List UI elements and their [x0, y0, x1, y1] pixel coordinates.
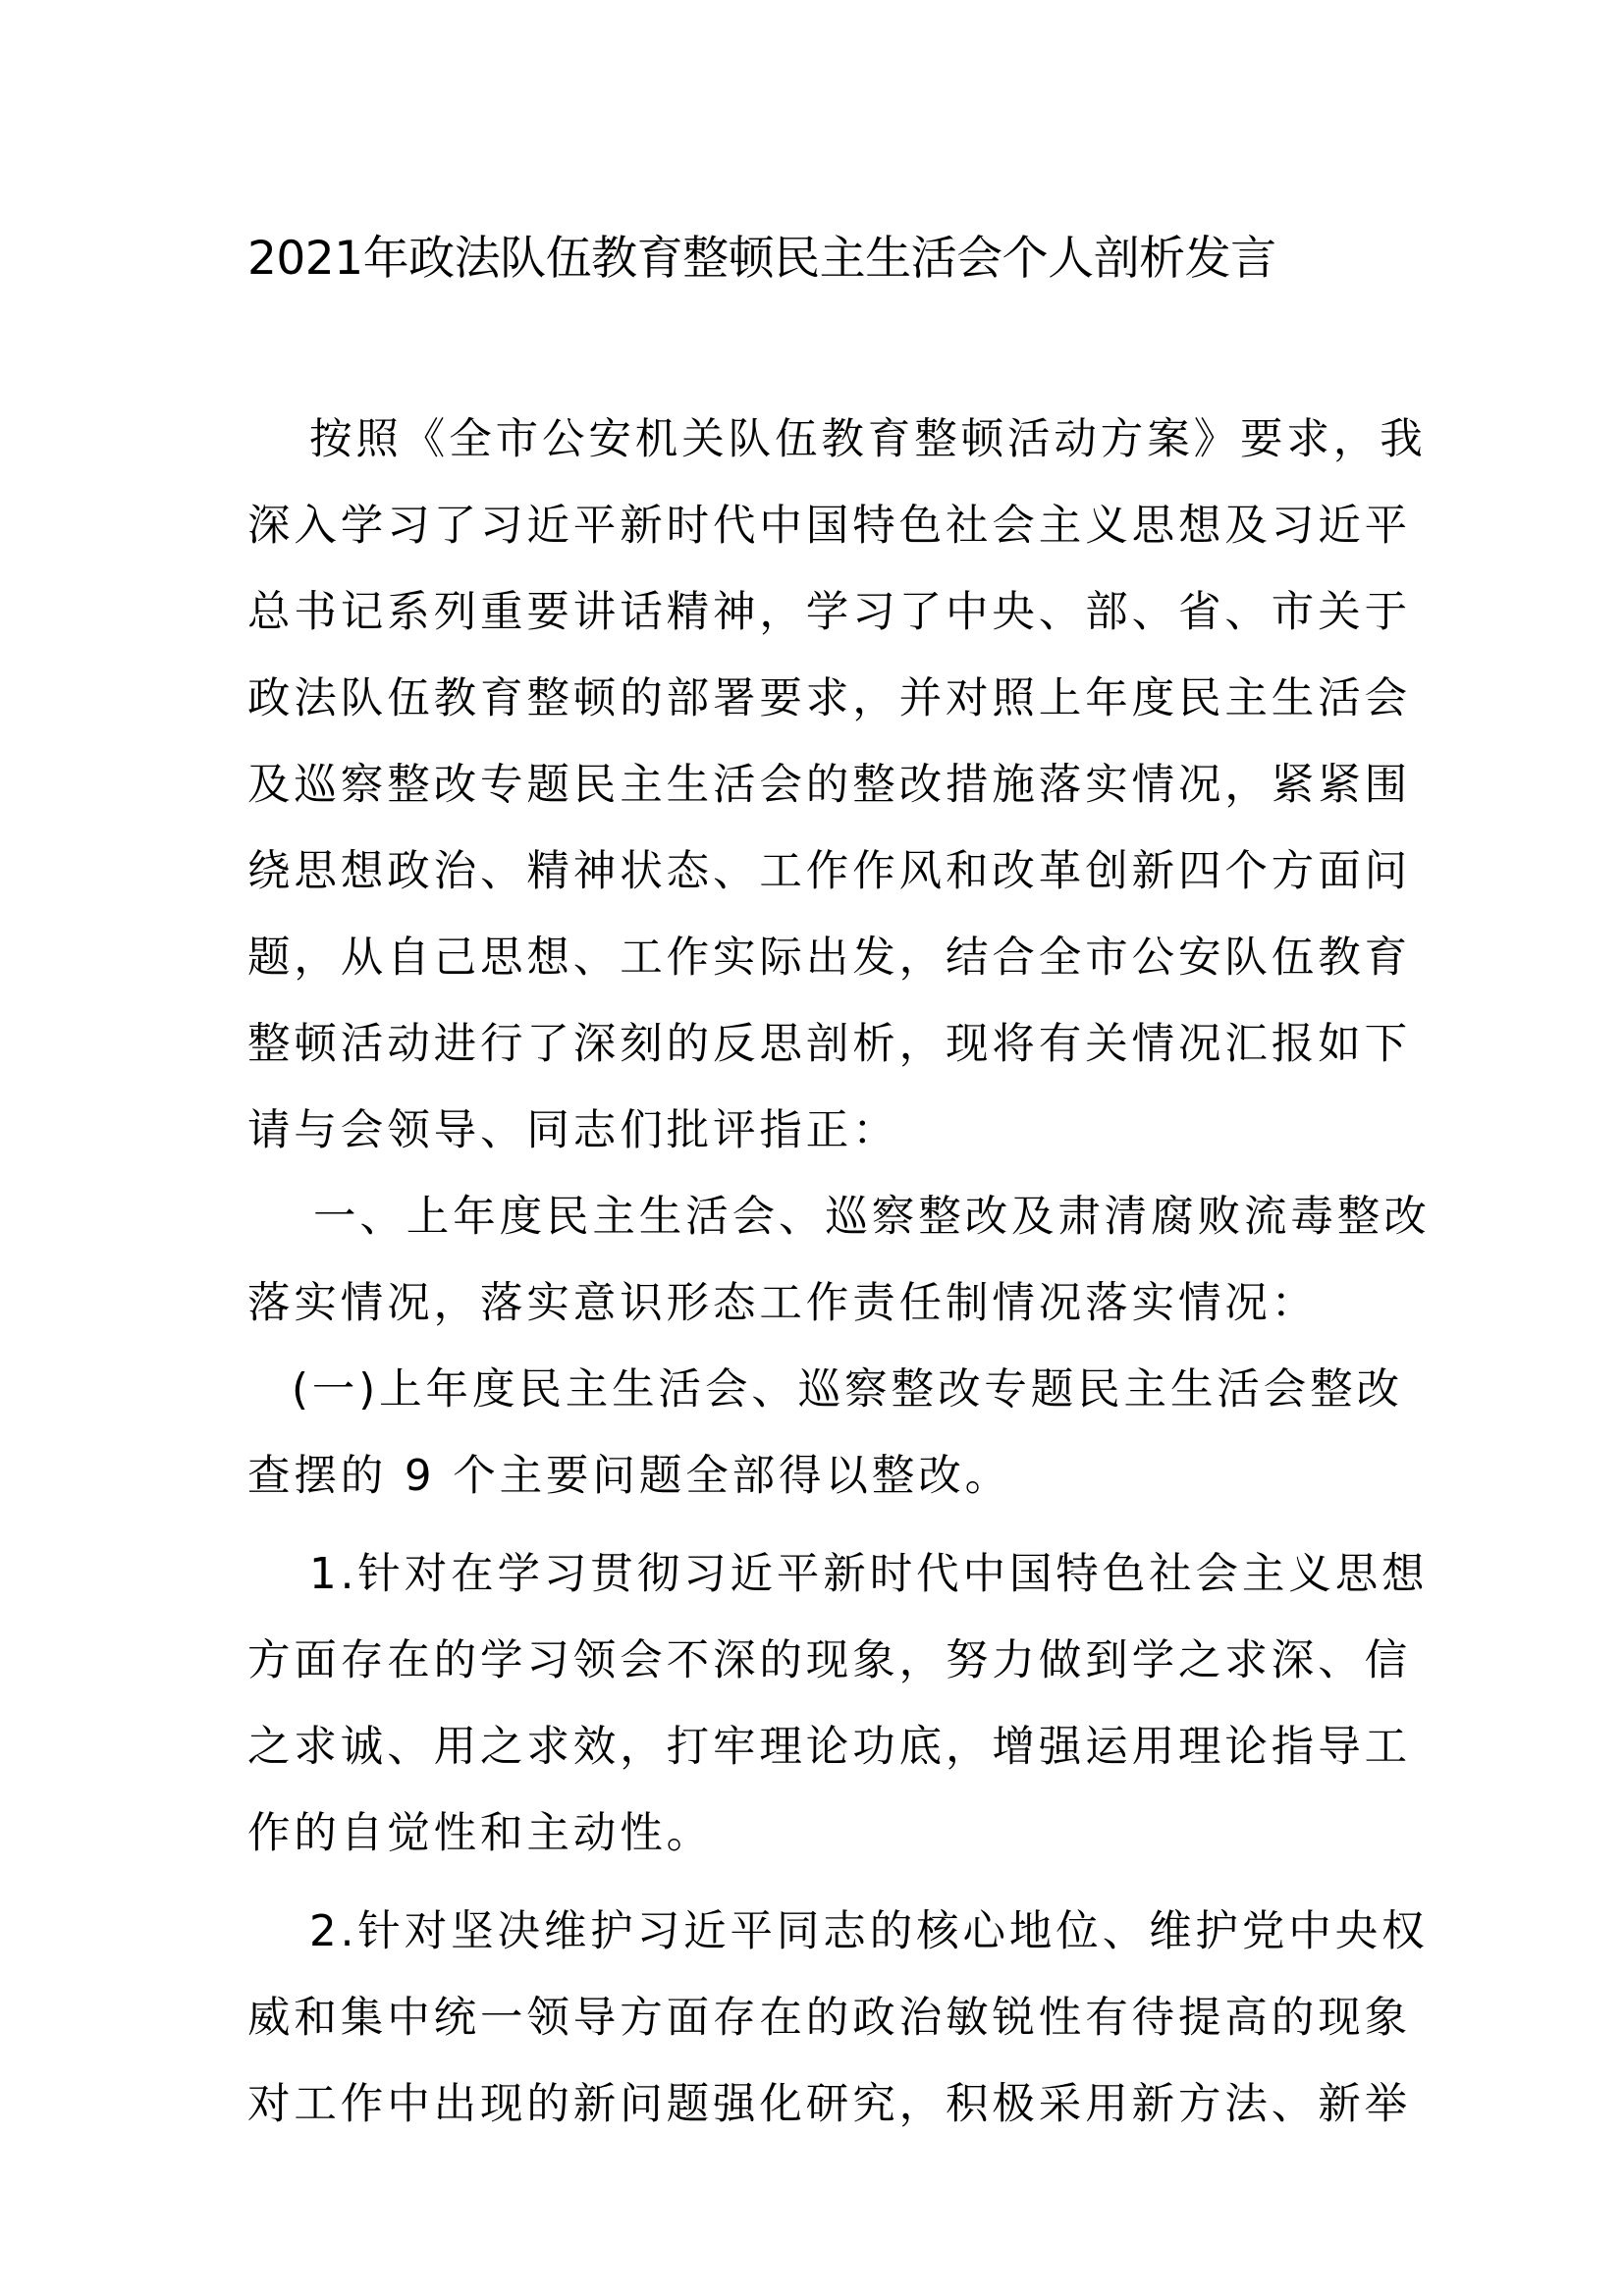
list-item-line: 2.针对坚决维护习近平同志的核心地位、维护党中央权 [309, 1907, 1429, 1956]
paragraph-line: 及巡察整改专题民主生活会的整改措施落实情况，紧紧围 [247, 761, 1411, 810]
paragraph-line: 深入学习了习近平新时代中国特色社会主义思想及习近平 [247, 502, 1411, 551]
paragraph-line: 题，从自己思想、工作实际出发，结合全市公安队伍教育 [247, 934, 1411, 983]
heading-line: 一、上年度民主生活会、巡察整改及肃清腐败流毒整改 [313, 1193, 1431, 1242]
spacer [247, 1520, 1377, 1531]
list-item-line: 作的自觉性和主动性。 [247, 1809, 713, 1858]
paragraph-line: 政法队伍教育整顿的部署要求，并对照上年度民主生活会 [247, 674, 1411, 723]
spacer [247, 1877, 1377, 1889]
paragraph-line: 绕思想政治、精神状态、工作作风和改革创新四个方面问 [247, 847, 1411, 896]
list-item-2 [247, 1889, 1429, 2148]
document-body [247, 397, 1431, 2148]
intro-paragraph [247, 397, 1427, 1174]
document-title: 2021年政法队伍教育整顿民主生活会个人剖析发言 [247, 232, 1276, 286]
list-item-line: 威和集中统一领导方面存在的政治敏锐性有待提高的现象 [247, 1994, 1411, 2043]
list-item-line: 对工作中出现的新问题强化研究，积极采用新方法、新举 [247, 2080, 1411, 2129]
list-item-line: 1.针对在学习贯彻习近平新时代中国特色社会主义思想 [309, 1550, 1429, 1599]
paragraph-line: 请与会领导、同志们批评指正： [247, 1106, 899, 1155]
subheading-line: (一)上年度民主生活会、巡察整改专题民主生活会整改 [292, 1365, 1403, 1415]
list-item-1 [247, 1531, 1429, 1877]
paragraph-line: 整顿活动进行了深刻的反思剖析，现将有关情况汇报如下 [247, 1020, 1411, 1069]
list-item-line: 方面存在的学习领会不深的现象，努力做到学之求深、信 [247, 1636, 1411, 1685]
paragraph-line: 按照《全市公安机关队伍教育整顿活动方案》要求，我 [309, 415, 1427, 464]
section-heading-1 [247, 1174, 1431, 1347]
subheading-line: 查摆的 9 个主要问题全部得以整改。 [247, 1452, 1012, 1501]
paragraph-line: 总书记系列重要讲话精神，学习了中央、部、省、市关于 [247, 588, 1411, 637]
section-heading-2 [247, 1347, 1403, 1520]
heading-line: 落实情况，落实意识形态工作责任制情况落实情况： [247, 1279, 1319, 1328]
list-item-line: 之求诚、用之求效，打牢理论功底，增强运用理论指导工 [247, 1723, 1411, 1772]
